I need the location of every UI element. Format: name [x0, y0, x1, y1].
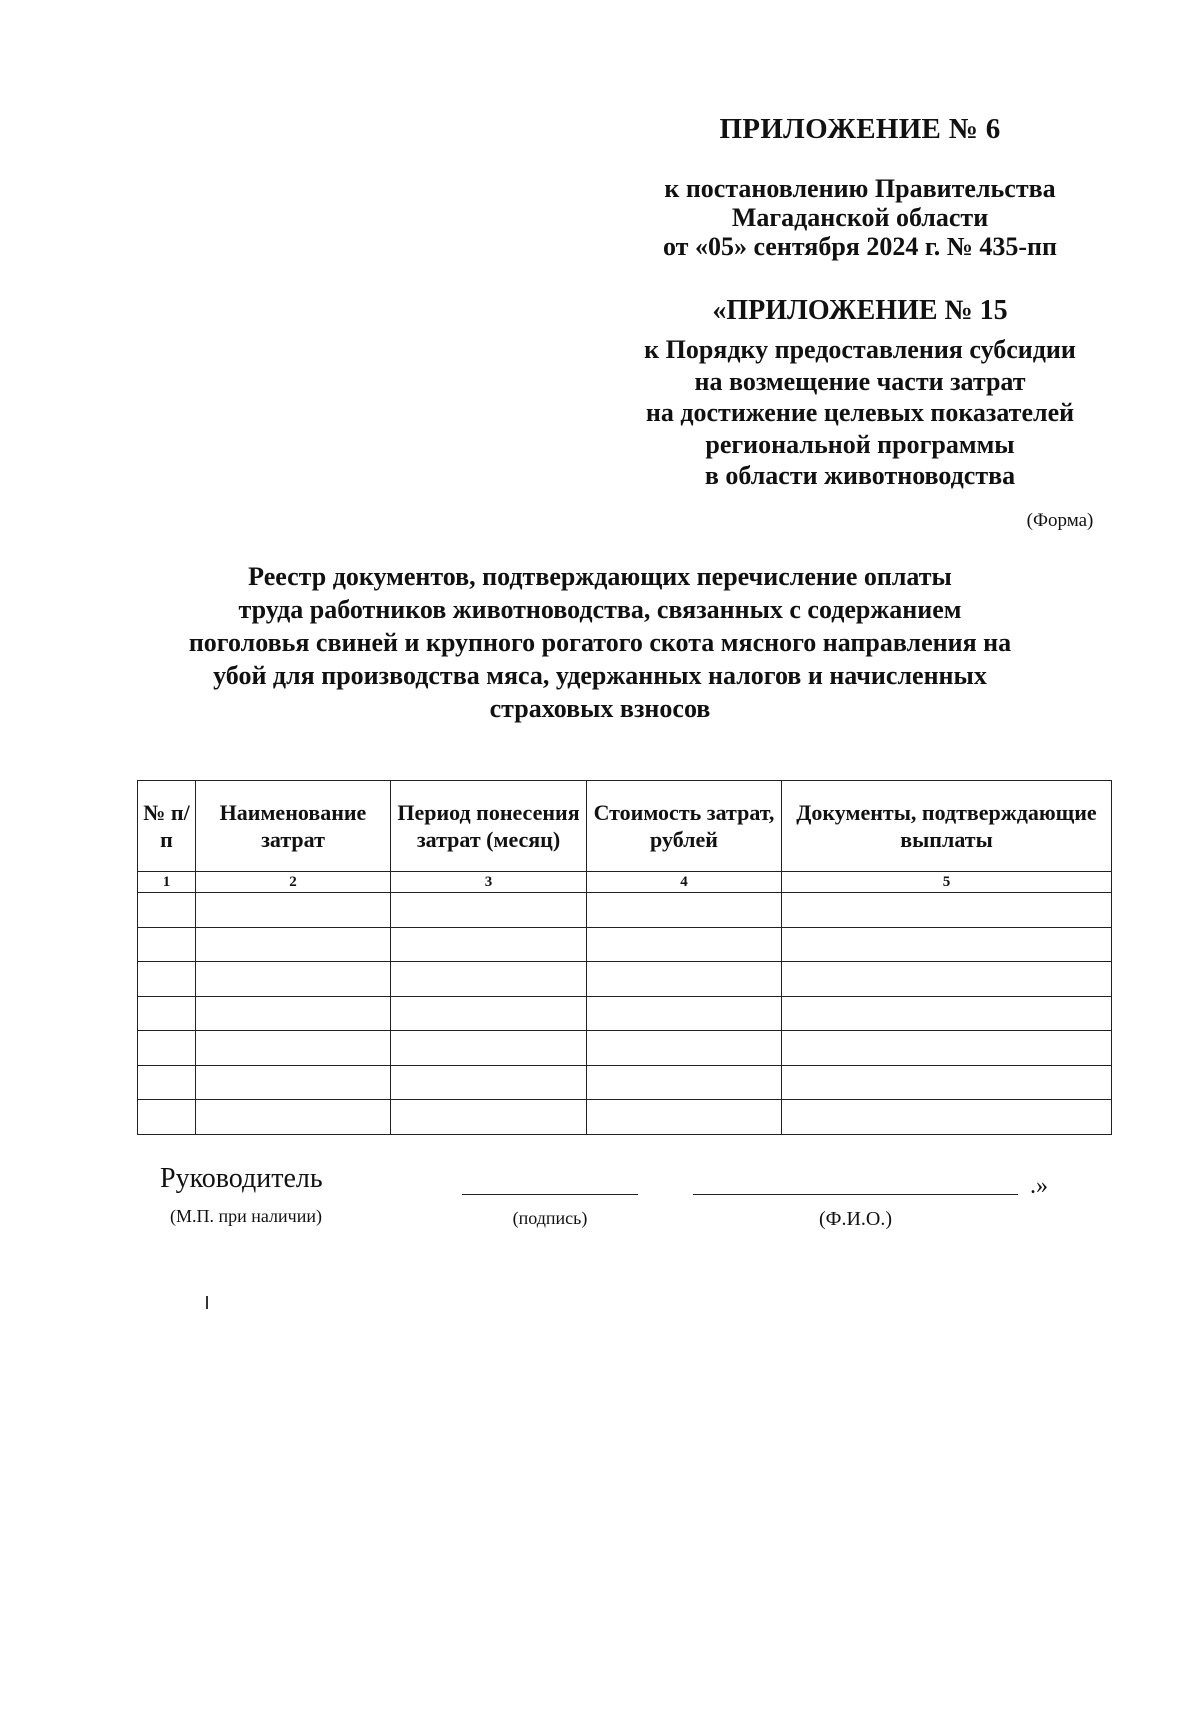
table-cell — [391, 893, 587, 928]
table-cell — [138, 1100, 196, 1135]
table-cell — [196, 1065, 391, 1100]
table-cell — [587, 927, 782, 962]
table-cell — [782, 1065, 1112, 1100]
table-cell — [196, 996, 391, 1031]
header-cell-cost-amount: Стоимость затрат, рублей — [587, 781, 782, 872]
table-cell — [138, 1031, 196, 1066]
table-row — [138, 996, 1112, 1031]
table-cell — [587, 1100, 782, 1135]
order-line: на достижение целевых показателей — [645, 398, 1075, 427]
full-name-line — [693, 1194, 1018, 1195]
decree-line: к постановлению Правительства — [664, 174, 1056, 203]
table-cell — [782, 1100, 1112, 1135]
table-cell — [391, 1031, 587, 1066]
header-cell-cost-name: Наименование затрат — [196, 781, 391, 872]
table-cell — [138, 893, 196, 928]
table-cell — [782, 893, 1112, 928]
signature-line — [462, 1194, 638, 1195]
table-cell — [138, 996, 196, 1031]
table-cell — [391, 996, 587, 1031]
title-line: убой для производства мяса, удержанных налогов и начисленных — [213, 661, 987, 690]
decree-line: от «05» сентября 2024 г. № 435-пп — [663, 232, 1057, 261]
table-cell — [391, 927, 587, 962]
order-line: в области животноводства — [704, 461, 1016, 490]
header-cell-number: № п/п — [138, 781, 196, 872]
table-cell — [138, 927, 196, 962]
table-row — [138, 893, 1112, 928]
decree-reference — [600, 174, 1120, 261]
table-cell — [391, 1065, 587, 1100]
closing-quote: .» — [1030, 1173, 1048, 1199]
table-row — [138, 927, 1112, 962]
order-line: к Порядку предоставления субсидии — [644, 335, 1076, 364]
column-number-row — [138, 872, 1112, 893]
signatory-role: Руководитель — [160, 1163, 323, 1194]
appendix-title: ПРИЛОЖЕНИЕ № 6 — [719, 113, 1001, 145]
title-line: Реестр документов, подтверждающих перечисление оплаты — [248, 562, 952, 591]
title-line: поголовья свиней и крупного рогатого скота мясного направления на — [188, 628, 1012, 657]
full-name-caption: (Ф.И.О.) — [818, 1208, 892, 1230]
column-number: 5 — [782, 872, 1112, 893]
table-cell — [138, 1065, 196, 1100]
header-cell-documents: Документы, подтверждающие выплаты — [782, 781, 1112, 872]
column-number: 1 — [138, 872, 196, 893]
table-cell — [138, 962, 196, 997]
table-cell — [782, 1031, 1112, 1066]
order-line: на возмещение части затрат — [694, 366, 1026, 396]
title-line: страховых взносов — [489, 694, 711, 723]
table-cell — [196, 893, 391, 928]
order-line: региональной программы — [705, 429, 1015, 459]
inner-appendix-title: «ПРИЛОЖЕНИЕ № 15 — [712, 295, 1008, 326]
table-cell — [587, 962, 782, 997]
table-cell — [391, 962, 587, 997]
column-number: 2 — [196, 872, 391, 893]
scan-mark — [206, 1296, 208, 1309]
table-cell — [196, 1031, 391, 1066]
register-table — [137, 780, 1112, 1135]
table-row — [138, 1065, 1112, 1100]
table-row — [138, 962, 1112, 997]
table-cell — [782, 927, 1112, 962]
table-cell — [587, 893, 782, 928]
table-row — [138, 1031, 1112, 1066]
decree-line: Магаданской области — [731, 203, 989, 232]
table-cell — [587, 1031, 782, 1066]
table-cell — [782, 996, 1112, 1031]
signature-block — [0, 1163, 1200, 1233]
document-title — [130, 560, 1070, 725]
table-cell — [391, 1100, 587, 1135]
table-cell — [196, 1100, 391, 1135]
header-cell-period: Период понесения затрат (месяц) — [391, 781, 587, 872]
order-reference — [580, 334, 1140, 492]
table-row — [138, 1100, 1112, 1135]
table-header-row — [138, 781, 1112, 872]
table-cell — [782, 962, 1112, 997]
table-cell — [196, 927, 391, 962]
table-cell — [196, 962, 391, 997]
column-number: 3 — [391, 872, 587, 893]
title-line: труда работников животноводства, связанных с содержанием — [238, 595, 962, 624]
signature-caption: (подпись) — [512, 1208, 588, 1228]
column-number: 4 — [587, 872, 782, 893]
form-note: (Форма) — [1026, 510, 1094, 531]
table-cell — [587, 1065, 782, 1100]
table-cell — [587, 996, 782, 1031]
seal-note: (М.П. при наличии) — [170, 1206, 322, 1226]
